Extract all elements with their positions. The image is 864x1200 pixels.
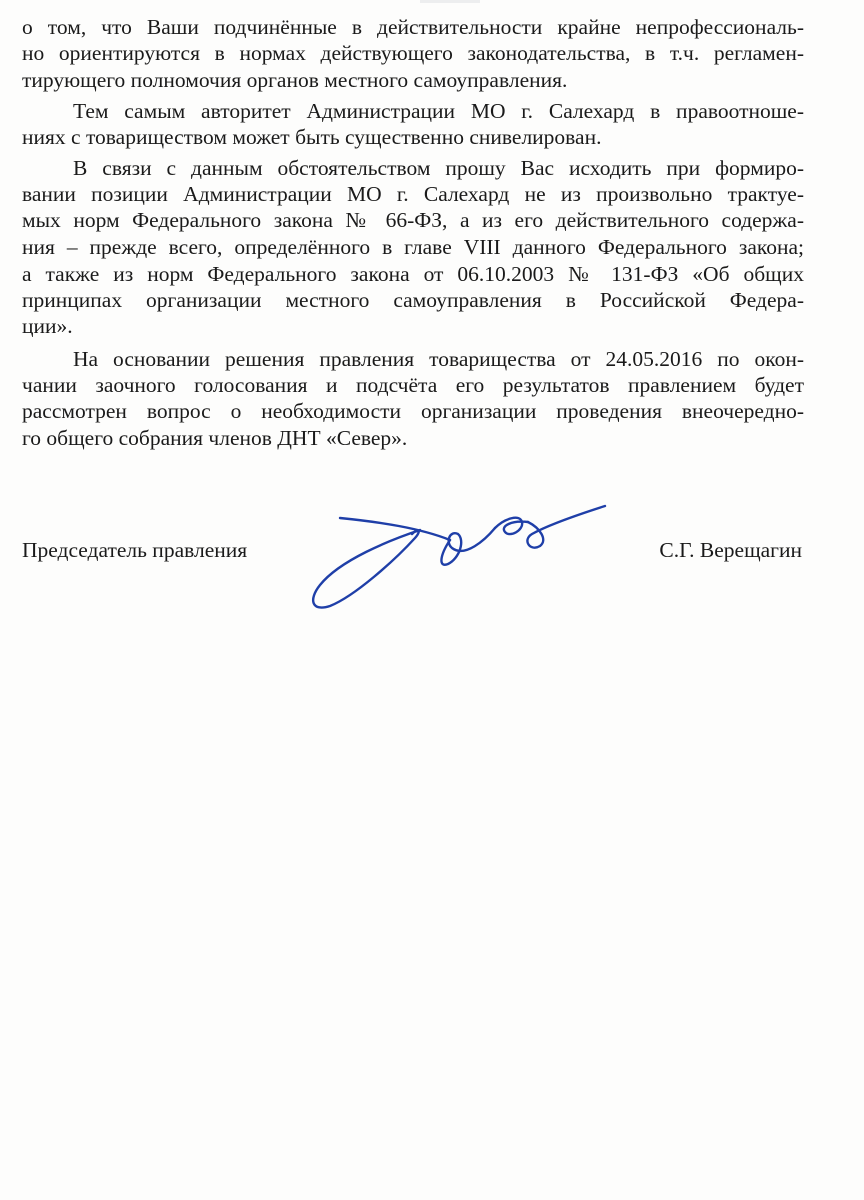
text-line: На основании решения правления товарищества от 24.05.2016 по окон- bbox=[73, 347, 804, 371]
text-line: Тем самым авторитет Администрации МО г. Салехард в правоотноше- bbox=[73, 99, 804, 123]
signer-name: С.Г. Верещагин bbox=[659, 538, 802, 562]
text-line: но ориентируются в нормах действующего законодательства, в т.ч. регламен- bbox=[22, 41, 804, 65]
text-line: а также из норм Федерального закона от 06.10.2003 № 131-ФЗ «Об общих bbox=[22, 262, 804, 286]
text-line: принципах организации местного самоуправления в Российской Федера- bbox=[22, 288, 804, 312]
scan-artifact bbox=[420, 0, 480, 3]
text-line: го общего собрания членов ДНТ «Север». bbox=[22, 426, 408, 450]
text-line: ции». bbox=[22, 314, 73, 338]
text-line: вании позиции Администрации МО г. Салехард не из произвольно трактуе- bbox=[22, 182, 804, 206]
text-line: ния – прежде всего, определённого в главе VIII данного Федерального закона; bbox=[22, 235, 804, 259]
signer-position-title: Председатель правления bbox=[22, 538, 248, 562]
text-line: о том, что Ваши подчинённые в действительности крайне непрофессиональ- bbox=[22, 15, 804, 39]
text-line: В связи с данным обстоятельством прошу Вас исходить при формиро- bbox=[73, 156, 804, 180]
text-line: тирующего полномочия органов местного самоуправления. bbox=[22, 68, 568, 92]
text-line: чании заочного голосования и подсчёта его результатов правлением будет bbox=[22, 373, 804, 397]
text-line: рассмотрен вопрос о необходимости организации проведения внеочередно- bbox=[22, 399, 804, 423]
handwritten-signature bbox=[300, 500, 620, 620]
text-line: мых норм Федерального закона № 66-ФЗ, а из его действительного содержа- bbox=[22, 208, 804, 232]
text-line: ниях с товариществом может быть существенно снивелирован. bbox=[22, 125, 602, 149]
